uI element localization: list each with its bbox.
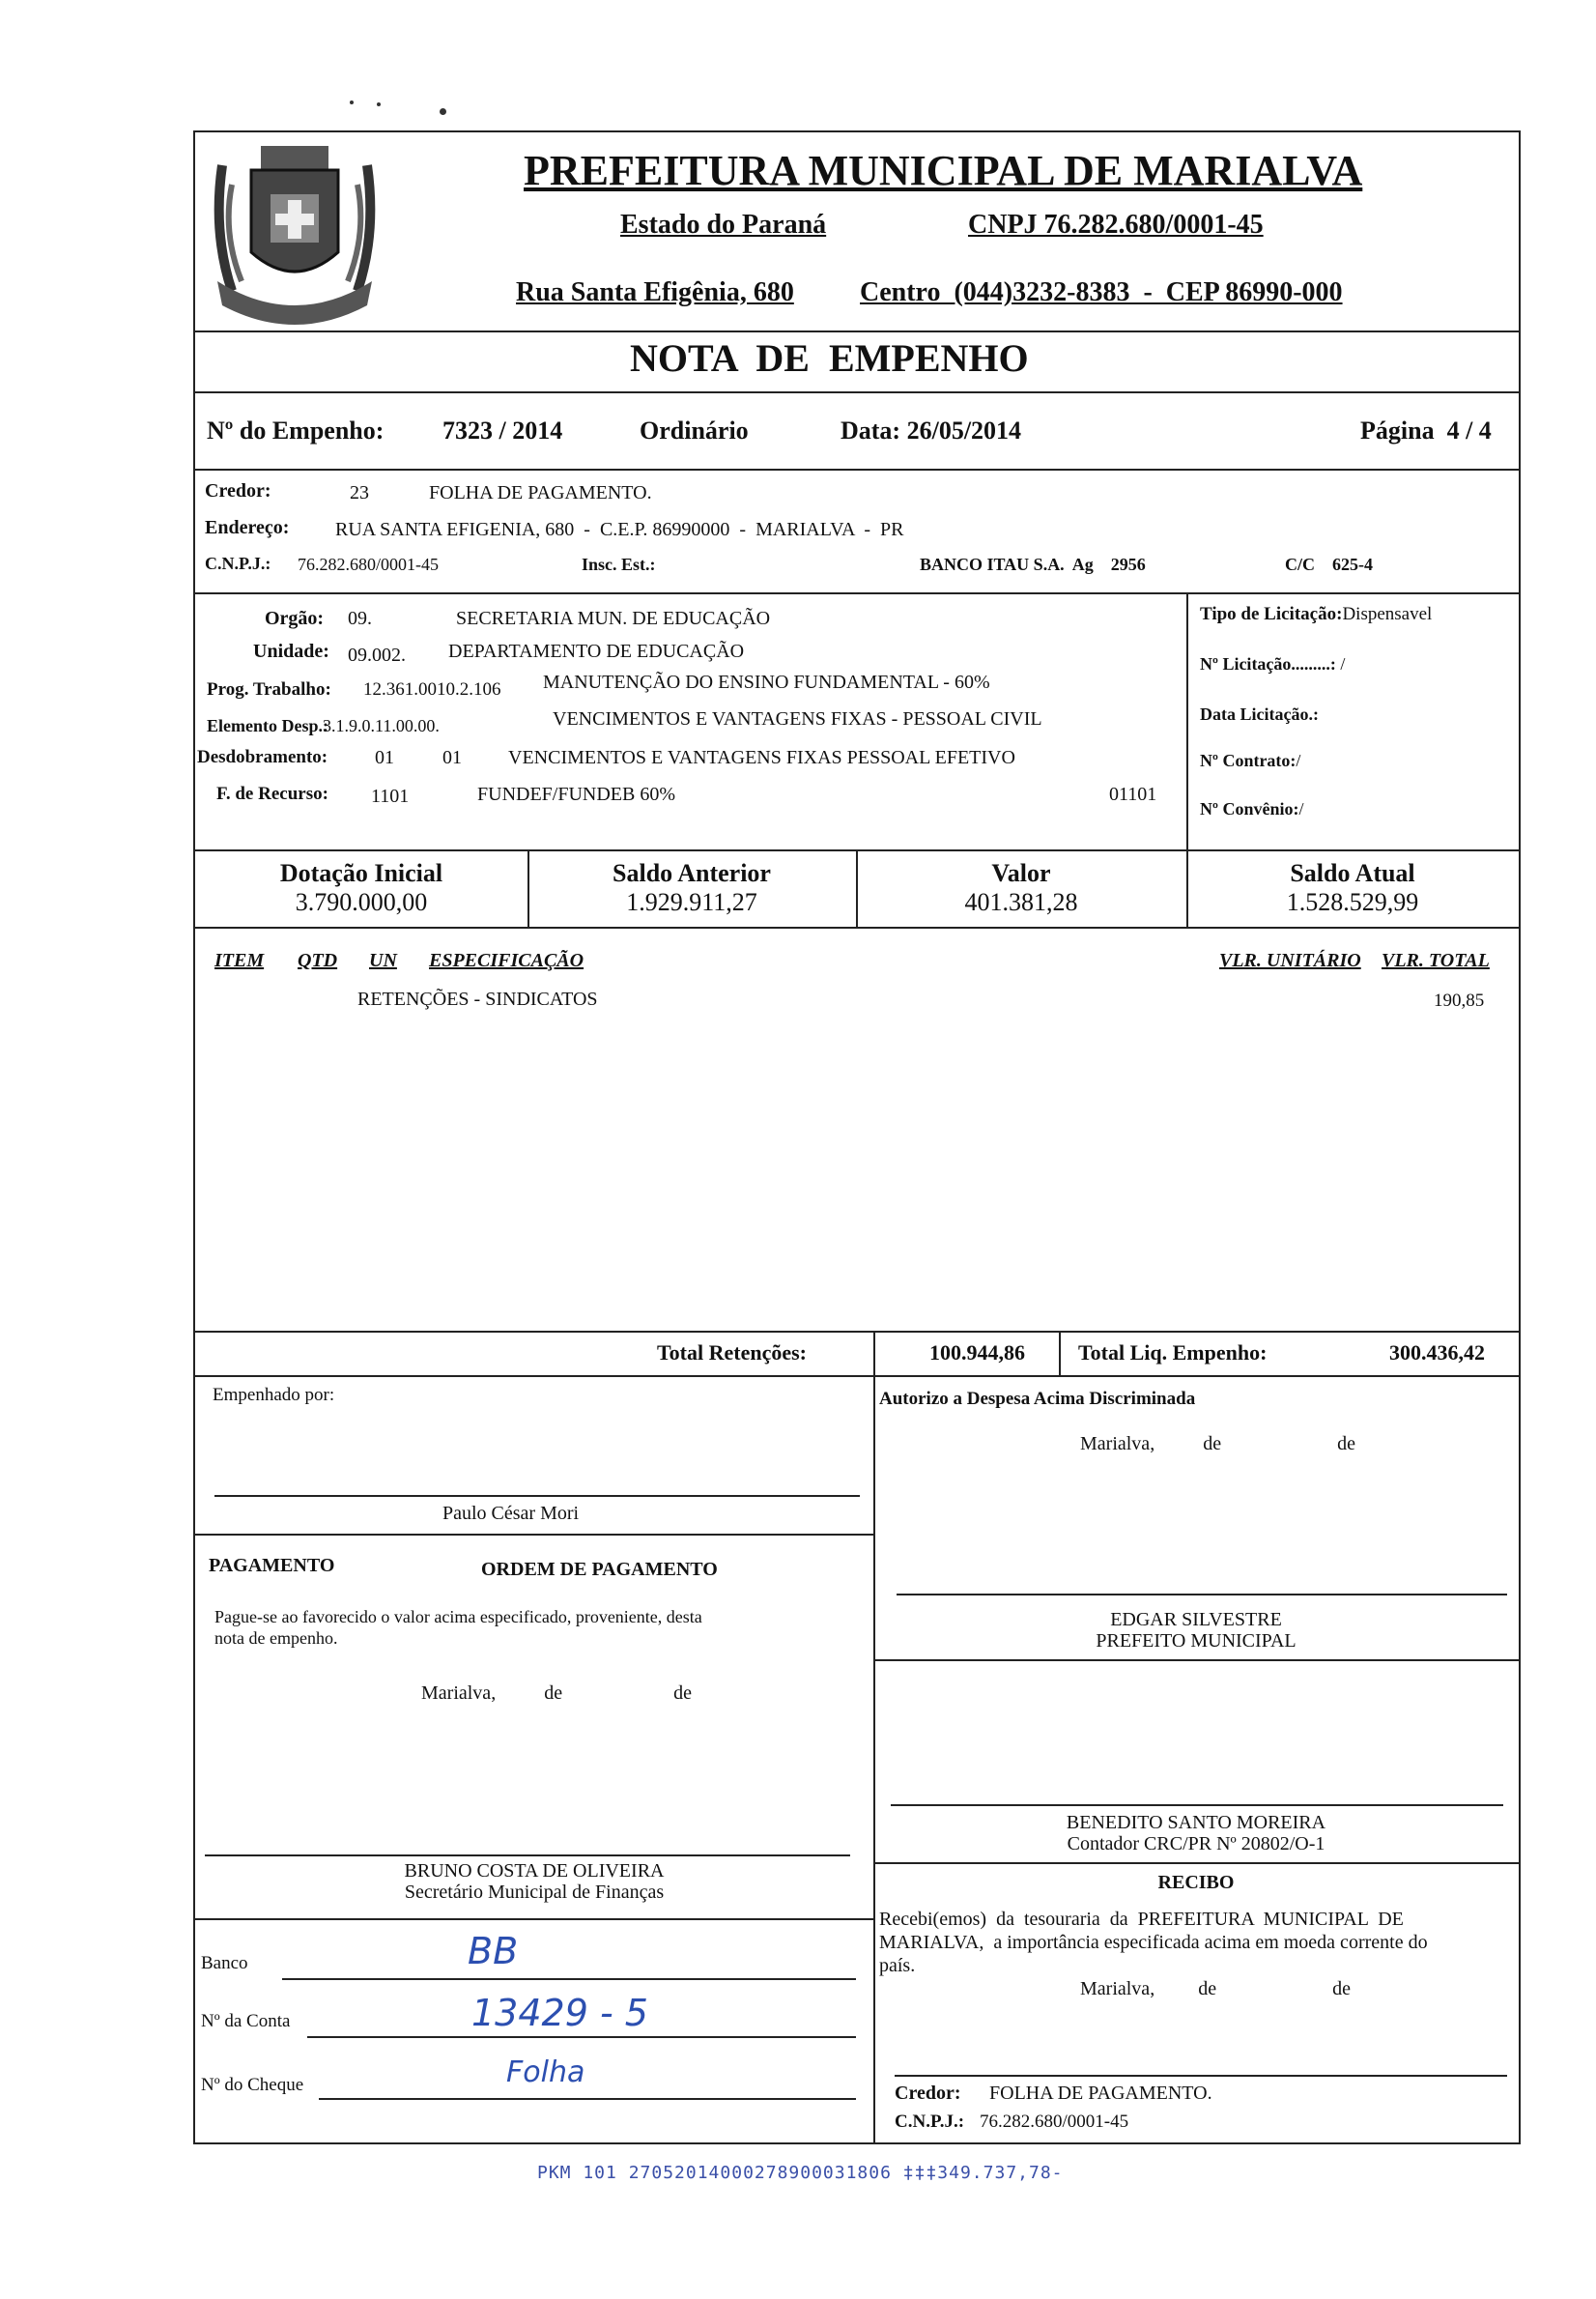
- header-cnpj: CNPJ 76.282.680/0001-45: [968, 210, 1264, 240]
- unidade-label: Unidade:: [253, 641, 329, 662]
- municipal-crest-icon: [203, 136, 386, 330]
- header-contact: Centro (044)3232-8383 - CEP 86990-000: [860, 277, 1343, 307]
- empenhado-por-label: Empenhado por:: [213, 1385, 335, 1405]
- elemento-label: Elemento Desp.:: [207, 716, 328, 735]
- secretario-title: Secretário Municipal de Finanças: [404, 1882, 665, 1903]
- total-liq-value: 300.436,42: [1389, 1340, 1485, 1365]
- licitacao-data: Data Licitação.:: [1200, 704, 1319, 724]
- prefeito-title: PREFEITO MUNICIPAL: [1096, 1630, 1297, 1652]
- recibo-text-line2: MARIALVA, a importância especificada acima em moeda corrente do: [879, 1932, 1428, 1953]
- prog-code: 12.361.0010.2.106: [363, 679, 501, 700]
- recibo-text-line3: país.: [879, 1955, 916, 1976]
- recibo-cnpj-value: 76.282.680/0001-45: [980, 2112, 1129, 2132]
- contador-title: Contador CRC/PR Nº 20802/O-1: [1067, 1833, 1325, 1854]
- contrato: Nº Contrato:/: [1200, 751, 1301, 770]
- dotacao-inicial: Dotação Inicial 3.790.000,00: [279, 859, 443, 916]
- nota-de-empenho-form: [193, 130, 1521, 2144]
- prog-label: Prog. Trabalho:: [207, 679, 331, 700]
- orgao-label: Orgão:: [265, 608, 325, 629]
- recurso-name: FUNDEF/FUNDEB 60%: [477, 784, 676, 805]
- autorizo-despesa: Autorizo a Despesa Acima Discriminada: [879, 1389, 1196, 1409]
- recibo-place-date: Marialva, de de: [1080, 1978, 1351, 1999]
- saldo-atual: Saldo Atual 1.528.529,99: [1286, 859, 1419, 916]
- saldo-anterior: Saldo Anterior 1.929.911,27: [613, 859, 771, 916]
- ordem-pagamento-label: ORDEM DE PAGAMENTO: [481, 1559, 718, 1580]
- total-retencoes-value: 100.944,86: [929, 1340, 1025, 1365]
- cc-info: C/C 625-4: [1285, 555, 1373, 574]
- credor-cnpj: 76.282.680/0001-45: [298, 555, 439, 574]
- ordem-place-date: Marialva, de de: [421, 1682, 692, 1704]
- contador-name: BENEDITO SANTO MOREIRA: [1066, 1812, 1326, 1833]
- scan-speck: [377, 102, 381, 106]
- autorizo-place-date: Marialva, de de: [1080, 1433, 1355, 1454]
- bank-info: BANCO ITAU S.A. Ag 2956: [920, 555, 1146, 574]
- ordem-text-line1: Pague-se ao favorecido o valor acima especificado, proveniente, desta: [214, 1607, 702, 1626]
- scan-speck: [350, 101, 354, 104]
- header-address: Rua Santa Efigênia, 680: [516, 277, 794, 307]
- empenho-date: Data: 26/05/2014: [841, 417, 1022, 445]
- recibo-cnpj-label: C.N.P.J.:: [895, 2112, 965, 2132]
- licitacao-tipo: Tipo de Licitação:Dispensavel: [1200, 604, 1433, 624]
- prefeito-name: EDGAR SILVESTRE: [1110, 1609, 1282, 1630]
- item-total: 190,85: [1434, 991, 1485, 1011]
- empenhado-por-name: Paulo César Mori: [442, 1503, 580, 1524]
- licitacao-numero: Nº Licitação.........: /: [1200, 654, 1346, 674]
- unidade-name: DEPARTAMENTO DE EDUCAÇÃO: [448, 641, 745, 662]
- credor-name: FOLHA DE PAGAMENTO.: [429, 482, 652, 503]
- recurso-number: 01101: [1109, 784, 1157, 805]
- recibo-credor-label: Credor:: [895, 2083, 961, 2104]
- page-number: Página 4 / 4: [1360, 417, 1492, 445]
- header-state: Estado do Paraná: [620, 210, 827, 240]
- recurso-label: F. de Recurso:: [216, 784, 328, 804]
- recibo-credor-value: FOLHA DE PAGAMENTO.: [989, 2083, 1212, 2104]
- credor-address: RUA SANTA EFIGENIA, 680 - C.E.P. 86990000 - MARIALVA - PR: [335, 519, 904, 540]
- item-description: RETENÇÕES - SINDICATOS: [357, 989, 598, 1010]
- scan-speck: [440, 108, 446, 115]
- convenio: Nº Convênio:/: [1200, 799, 1304, 819]
- credor-label: Credor:: [205, 480, 271, 502]
- col-unit-header: VLR. UNITÁRIO: [1219, 950, 1361, 971]
- header-title: PREFEITURA MUNICIPAL DE MARIALVA: [524, 147, 1363, 194]
- recibo-text-line1: Recebi(emos) da tesouraria da PREFEITURA MUNICIPAL DE: [879, 1909, 1404, 1930]
- conta-label: Nº da Conta: [201, 2011, 291, 2031]
- unidade-code: 09.002.: [348, 645, 406, 666]
- banco-label: Banco: [201, 1953, 248, 1973]
- pagamento-label: PAGAMENTO: [209, 1555, 335, 1576]
- empenho-label: Nº do Empenho:: [207, 417, 385, 445]
- col-un-header: UN: [369, 950, 397, 971]
- conta-value: 13429 - 5: [471, 1992, 648, 2034]
- recibo-title: RECIBO: [1157, 1872, 1235, 1893]
- col-item-header: ITEM: [214, 950, 265, 971]
- desdobramento-code1: 01: [375, 747, 394, 768]
- orgao-name: SECRETARIA MUN. DE EDUCAÇÃO: [456, 608, 771, 629]
- cheque-value: Folha: [506, 2055, 585, 2089]
- credor-code: 23: [350, 482, 369, 503]
- col-qtd-header: QTD: [298, 950, 338, 971]
- address-label: Endereço:: [205, 517, 290, 538]
- ordem-text-line2: nota de empenho.: [214, 1628, 338, 1648]
- col-spec-header: ESPECIFICAÇÃO: [429, 950, 584, 971]
- total-liq-label: Total Liq. Empenho:: [1078, 1340, 1268, 1365]
- cnpj-label: C.N.P.J.:: [205, 554, 271, 573]
- total-retencoes-label: Total Retenções:: [657, 1340, 807, 1365]
- banco-value: BB: [468, 1930, 519, 1972]
- elemento-name: VENCIMENTOS E VANTAGENS FIXAS - PESSOAL CIVIL: [553, 708, 1042, 730]
- document-title: NOTA DE EMPENHO: [630, 336, 1029, 380]
- cheque-label: Nº do Cheque: [201, 2075, 304, 2095]
- recurso-code: 1101: [371, 786, 410, 807]
- prog-name: MANUTENÇÃO DO ENSINO FUNDAMENTAL - 60%: [543, 672, 990, 693]
- orgao-code: 09.: [348, 608, 372, 629]
- desdobramento-code2: 01: [442, 747, 462, 768]
- valor: Valor 401.381,28: [964, 859, 1078, 916]
- elemento-code: 3.1.9.0.11.00.00.: [323, 716, 440, 735]
- empenho-number: 7323 / 2014: [442, 417, 563, 445]
- empenho-type: Ordinário: [640, 417, 749, 445]
- desdobramento-label: Desdobramento:: [197, 747, 328, 767]
- authentication-code: PKM 101 27052014000278900031806 ‡‡‡349.737,78-: [537, 2163, 1064, 2183]
- desdobramento-name: VENCIMENTOS E VANTAGENS FIXAS PESSOAL EFETIVO: [508, 747, 1015, 768]
- secretario-name: BRUNO COSTA DE OLIVEIRA: [404, 1860, 665, 1882]
- insc-est-label: Insc. Est.:: [582, 555, 656, 574]
- col-total-header: VLR. TOTAL: [1382, 950, 1490, 971]
